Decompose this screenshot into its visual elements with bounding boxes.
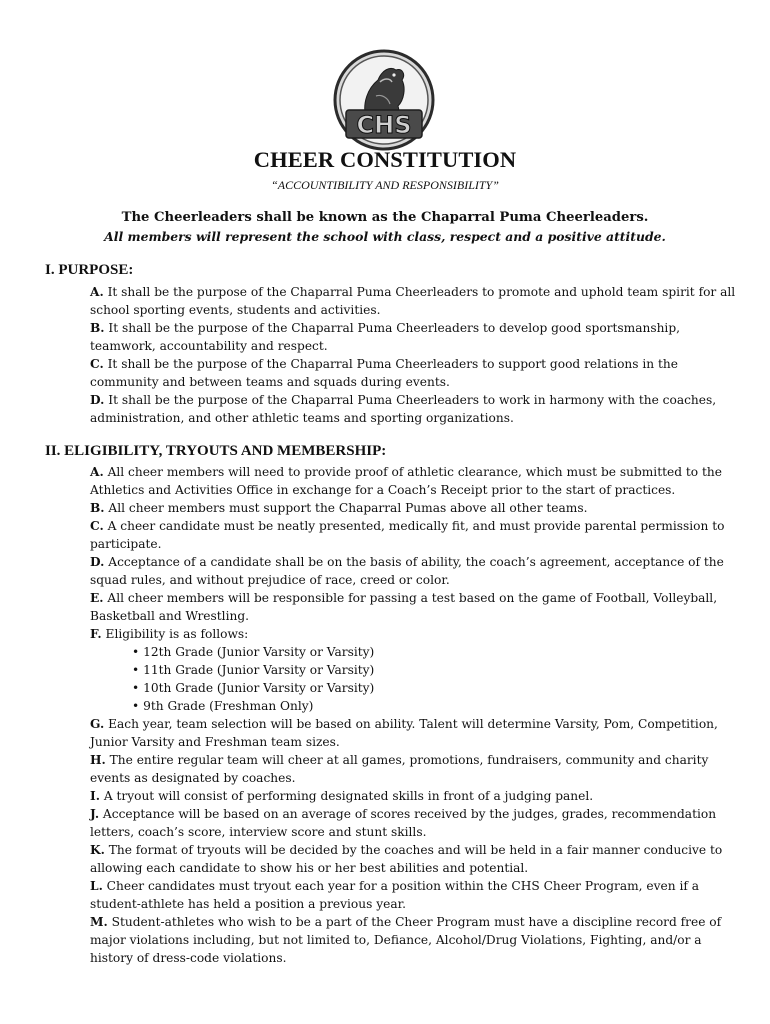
item-letter: H. [90,753,106,767]
eligibility-item-c [90,517,740,553]
eligibility-item-h [90,751,740,787]
item-letter: A. [90,285,104,299]
item-text: Acceptance of a candidate shall be on the basis of ability, the coach’s agreement, acceptance of the squad rules, and without prejudice of race, creed or color. [90,555,724,587]
list-item: • 11th Grade (Junior Varsity or Varsity) [132,663,375,677]
eligibility-item-j [90,805,740,841]
purpose-item-a [90,283,740,319]
list-item: • 10th Grade (Junior Varsity or Varsity) [132,681,375,695]
item-text: Acceptance will be based on an average of scores received by the judges, grades, recommendation letters, coach’s score, interview score and stunt skills. [90,807,717,839]
purpose-item-d [90,391,740,427]
eligibility-item-m [90,913,740,967]
item-letter: C. [90,519,104,533]
purpose-items [90,283,740,427]
item-text: All cheer members must support the Chaparral Pumas above all other teams. [104,501,588,515]
item-text: Each year, team selection will be based on ability. Talent will determine Varsity, Pom, Competition, Junior Varsity and Freshman team sizes. [90,717,718,749]
eligibility-item-d [90,553,740,589]
eligibility-item-i [90,787,740,805]
item-letter: D. [90,393,105,407]
item-letter: C. [90,357,104,371]
item-letter: G. [90,717,105,731]
item-letter: E. [90,591,104,605]
eligibility-item-e [90,589,740,625]
item-letter: D. [90,555,105,569]
item-letter: A. [90,465,104,479]
item-letter: L. [90,879,103,893]
represent-statement: All members will represent the school with class, respect and a positive attitude. [104,229,666,244]
motto: “ACCOUNTIBILITY AND RESPONSIBILITY” [271,178,499,192]
eligibility-item-b [90,499,740,517]
eligibility-item-a [90,463,740,499]
item-text: Student-athletes who wish to be a part of the Cheer Program must have a discipline record free of major violations including, but not limited to, Defiance, Alcohol/Drug Violations, Fighting, and/or a history of dress-code violations. [90,915,722,965]
item-text: The format of tryouts will be decided by the coaches and will be held in a fair manner conducive to allowing each candidate to show his or her best abilities and potential. [90,843,723,875]
item-letter: J. [90,807,100,821]
eligibility-item-g [90,715,740,751]
item-letter: B. [90,501,105,515]
section-heading-purpose: I. PURPOSE: [45,262,134,278]
purpose-item-c [90,355,740,391]
known-as-statement: The Cheerleaders shall be known as the Chaparral Puma Cheerleaders. [121,210,649,225]
item-text: All cheer members will be responsible for passing a test based on the game of Football, Volleyball, Basketball and Wrestling. [90,591,718,623]
item-letter: B. [90,321,105,335]
list-item: • 12th Grade (Junior Varsity or Varsity) [132,645,375,659]
eligibility-item-l [90,877,740,913]
eligibility-item-k [90,841,740,877]
eligibility-item-f [90,625,740,643]
eligibility-grade-list [90,643,740,715]
item-text: A cheer candidate must be neatly presented, medically fit, and must provide parental permission to participate. [90,519,725,551]
item-text: It shall be the purpose of the Chaparral Puma Cheerleaders to support good relations in the community and between teams and squads during events. [90,357,678,389]
item-letter: F. [90,627,102,641]
school-logo [332,48,436,152]
item-letter: M. [90,915,108,929]
item-text: Eligibility is as follows: [101,627,249,641]
logo-text: CHS [356,111,412,139]
item-text: It shall be the purpose of the Chaparral Puma Cheerleaders to promote and uphold team spirit for all school sporting events, students and activities. [90,285,736,317]
item-text: All cheer members will need to provide proof of athletic clearance, which must be submitted to the Athletics and Activities Office in exchange for a Coach’s Receipt prior to the start of practices. [90,465,722,497]
item-text: It shall be the purpose of the Chaparral Puma Cheerleaders to develop good sportsmanship, teamwork, accountability and respect. [90,321,681,353]
section-heading-eligibility: II. ELIGIBILITY, TRYOUTS AND MEMBERSHIP: [45,443,387,459]
eligibility-items [90,463,740,967]
item-text: It shall be the purpose of the Chaparral Puma Cheerleaders to work in harmony with the coaches, administration, and other athletic teams and sporting organizations. [90,393,717,425]
item-text: Cheer candidates must tryout each year for a position within the CHS Cheer Program, even if a student-athlete has held a position a previous year. [90,879,700,911]
item-letter: K. [90,843,105,857]
item-text: A tryout will consist of performing designated skills in front of a judging panel. [99,789,594,803]
page-title: CHEER CONSTITUTION [253,147,517,172]
item-text: The entire regular team will cheer at all games, promotions, fundraisers, community and charity events as designated by coaches. [90,753,709,785]
puma-emblem-icon [332,48,436,152]
purpose-item-b [90,319,740,355]
list-item: • 9th Grade (Freshman Only) [132,699,314,713]
item-letter: I. [90,789,100,803]
